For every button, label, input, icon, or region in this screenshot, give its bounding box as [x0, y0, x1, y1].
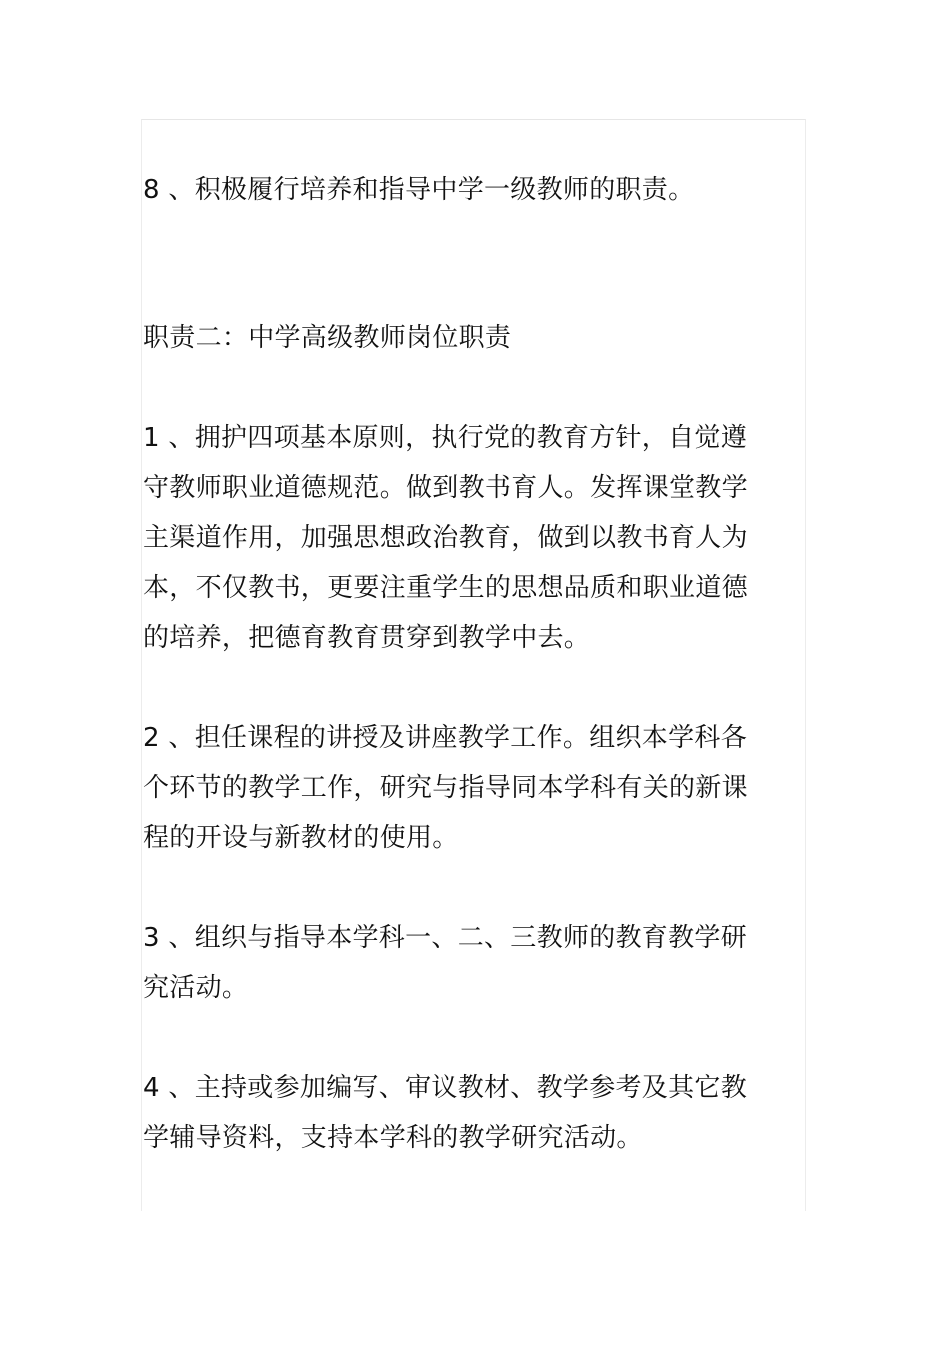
paragraph-item-8: 8 、积极履行培养和指导中学一级教师的职责。 [143, 175, 695, 205]
paragraph-item-2: 2 、担任课程的讲授及讲座教学工作。组织本学科各个环节的教学工作，研究与指导同本学科有关的新课程的开设与新教材的使用。 [143, 723, 748, 853]
document-body [143, 165, 768, 1163]
paragraph-item-4: 4 、主持或参加编写、审议教材、教学参考及其它教学辅导资料，支持本学科的教学研究活动。 [143, 1073, 748, 1153]
paragraph-item-3: 3 、组织与指导本学科一、二、三教师的教育教学研究活动。 [143, 923, 748, 1003]
section-heading: 职责二：中学高级教师岗位职责 [143, 323, 512, 353]
paragraph-item-1: 1 、拥护四项基本原则，执行党的教育方针，自觉遵守教师职业道德规范。做到教书育人。发挥课堂教学主渠道作用，加强思想政治教育，做到以教书育人为本，不仅教书，更要注重学生的思想品质和职业道德的培养，把德育教育贯穿到教学中去。 [143, 423, 748, 653]
